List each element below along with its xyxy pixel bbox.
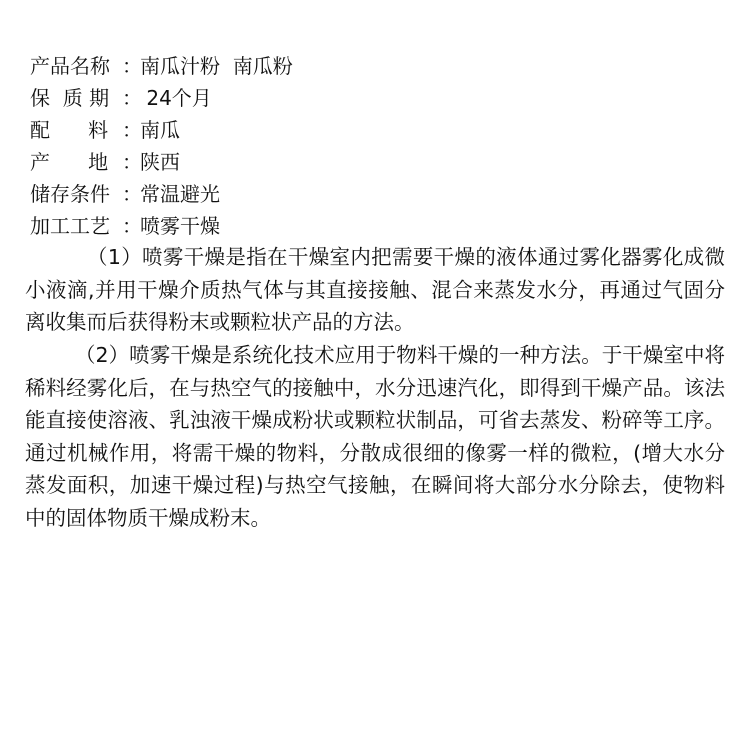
spec-separator: ： (122, 150, 142, 174)
spec-value: 常温避光 (140, 182, 220, 206)
spec-value: 南瓜 (140, 118, 180, 142)
spec-list (30, 50, 293, 242)
spec-row-process (30, 210, 293, 242)
spec-label: 配 料 (30, 118, 109, 142)
spec-label: 产 地 (30, 150, 109, 174)
spec-separator: ： (122, 182, 142, 206)
spec-row-origin (30, 146, 293, 178)
spec-row-ingredients (30, 114, 293, 146)
spec-separator: ： (122, 118, 142, 142)
description-paragraph-2: （2）喷雾干燥是系统化技术应用于物料干燥的一种方法。于干燥室中将稀料经雾化后，在与热空气的接触中，水分迅速汽化，即得到干燥产品。该法能直接使溶液、乳浊液干燥成粉状或颗粒状制品，可省去蒸发、粉碎等工序。通过机械作用，将需干燥的物料，分散成很细的像雾一样的微粒，(增大水分蒸发面积，加速干燥过程)与热空气接触，在瞬间将大部分水分除去，使物料中的固体物质干燥成粉末。 (25, 343, 725, 530)
spec-value: 陕西 (140, 150, 180, 174)
spec-value: 南瓜汁粉 南瓜粉 (140, 54, 293, 78)
description-paragraph-1: （1）喷雾干燥是指在干燥室内把需要干燥的液体通过雾化器雾化成微小液滴,并用干燥介质热气体与其直接接触、混合来蒸发水分，再通过气固分离收集而后获得粉末或颗粒状产品的方法。 (25, 245, 725, 334)
spec-label: 储存条件 (30, 182, 110, 206)
spec-value: 喷雾干燥 (140, 214, 220, 238)
spec-row-shelf-life (30, 82, 293, 114)
spec-separator: ： (122, 54, 142, 78)
spec-value: 24个月 (140, 86, 212, 110)
spec-label: 保 质 期 (30, 86, 110, 110)
spec-separator: ： (122, 86, 142, 110)
spec-row-storage (30, 178, 293, 210)
spec-label: 产品名称 (30, 54, 110, 78)
spec-row-product-name (30, 50, 293, 82)
spec-separator: ： (122, 214, 142, 238)
spec-label: 加工工艺 (30, 214, 110, 238)
